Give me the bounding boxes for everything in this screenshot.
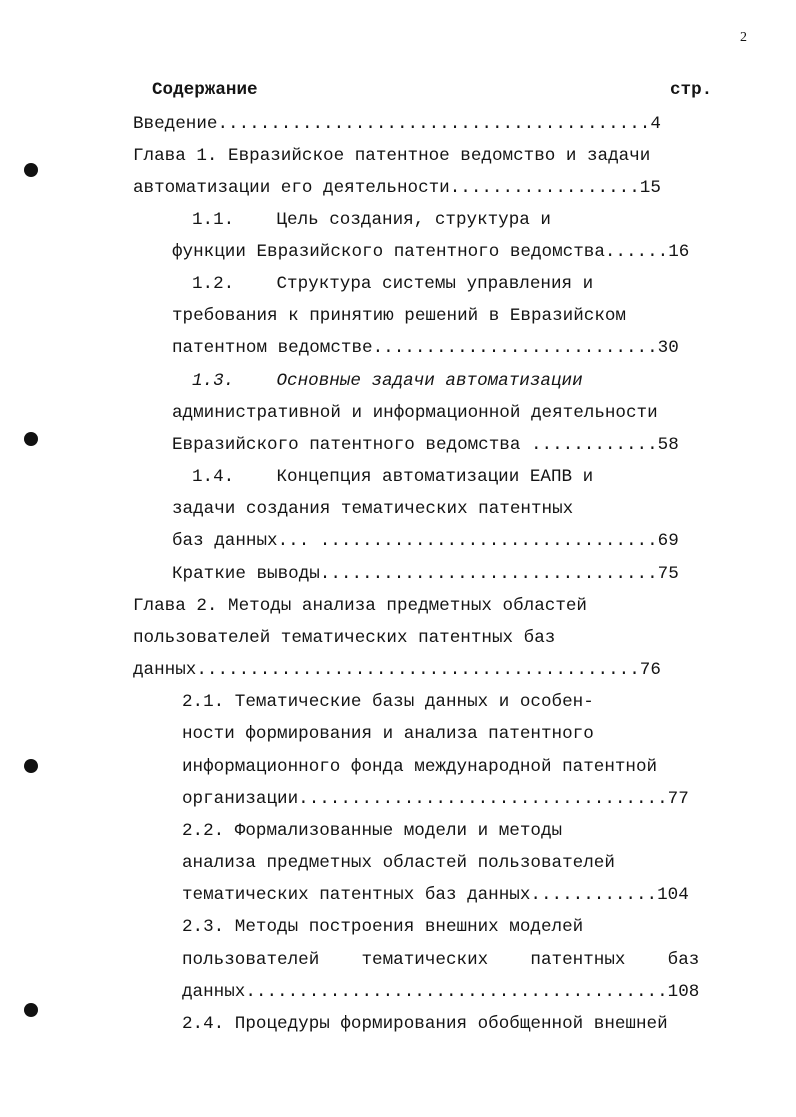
toc-entry-chapter-1-cont: автоматизации его деятельности..................15 <box>133 178 661 198</box>
toc-entry-2-2-cont: анализа предметных областей пользователей <box>182 853 615 873</box>
toc-entry-2-2-cont: тематических патентных баз данных............104 <box>182 885 689 905</box>
binder-hole-2 <box>24 432 38 446</box>
toc-entry-chapter-2: Глава 2. Методы анализа предметных областей <box>133 596 587 616</box>
toc-entry-1-4-cont: баз данных... ................................69 <box>172 531 679 551</box>
toc-entry-1-1: 1.1. Цель создания, структура и <box>192 210 551 230</box>
binder-hole-1 <box>24 163 38 177</box>
toc-entry-2-4: 2.4. Процедуры формирования обобщенной внешней <box>182 1014 668 1034</box>
toc-entry-summary: Краткие выводы................................75 <box>172 564 679 584</box>
toc-entry-2-2: 2.2. Формализованные модели и методы <box>182 821 563 841</box>
toc-entry-chapter-2-cont: пользователей тематических патентных баз <box>133 628 556 648</box>
toc-entry-1-3-cont: административной и информационной деятельности <box>172 403 658 423</box>
toc-entry-chapter-2-cont: данных..........................................76 <box>133 660 661 680</box>
toc-entry-1-3-cont: Евразийского патентного ведомства ............58 <box>172 435 679 455</box>
toc-entry-1-4-cont: задачи создания тематических патентных <box>172 499 574 519</box>
binder-hole-3 <box>24 759 38 773</box>
toc-entry-introduction: Введение.........................................4 <box>133 114 661 134</box>
toc-entry-2-3-cont: пользователей тематических патентных баз <box>182 950 700 970</box>
toc-entry-2-1-cont: организации...................................77 <box>182 789 689 809</box>
toc-entry-1-4: 1.4. Концепция автоматизации ЕАПВ и <box>192 467 594 487</box>
toc-entry-1-3: 1.3. Основные задачи автоматизации <box>192 371 583 391</box>
toc-entry-1-1-cont: функции Евразийского патентного ведомства......16 <box>172 242 690 262</box>
binder-hole-4 <box>24 1003 38 1017</box>
toc-entry-2-1-cont: информационного фонда международной патентной <box>182 757 658 777</box>
toc-entry-1-2-cont: патентном ведомстве...........................30 <box>172 338 679 358</box>
toc-entry-2-3-cont: данных........................................108 <box>182 982 700 1002</box>
toc-entry-2-1-cont: ности формирования и анализа патентного <box>182 724 594 744</box>
toc-entry-1-2: 1.2. Структура системы управления и <box>192 274 594 294</box>
toc-entry-2-1: 2.1. Тематические базы данных и особен- <box>182 692 594 712</box>
page-number: 2 <box>740 30 747 45</box>
toc-heading: Содержание <box>152 80 258 100</box>
toc-entry-1-2-cont: требования к принятию решений в Евразийском <box>172 306 626 326</box>
toc-page-column-heading: стр. <box>670 80 713 100</box>
toc-entry-2-3: 2.3. Методы построения внешних моделей <box>182 917 584 937</box>
toc-entry-chapter-1: Глава 1. Евразийское патентное ведомство и задачи <box>133 146 651 166</box>
